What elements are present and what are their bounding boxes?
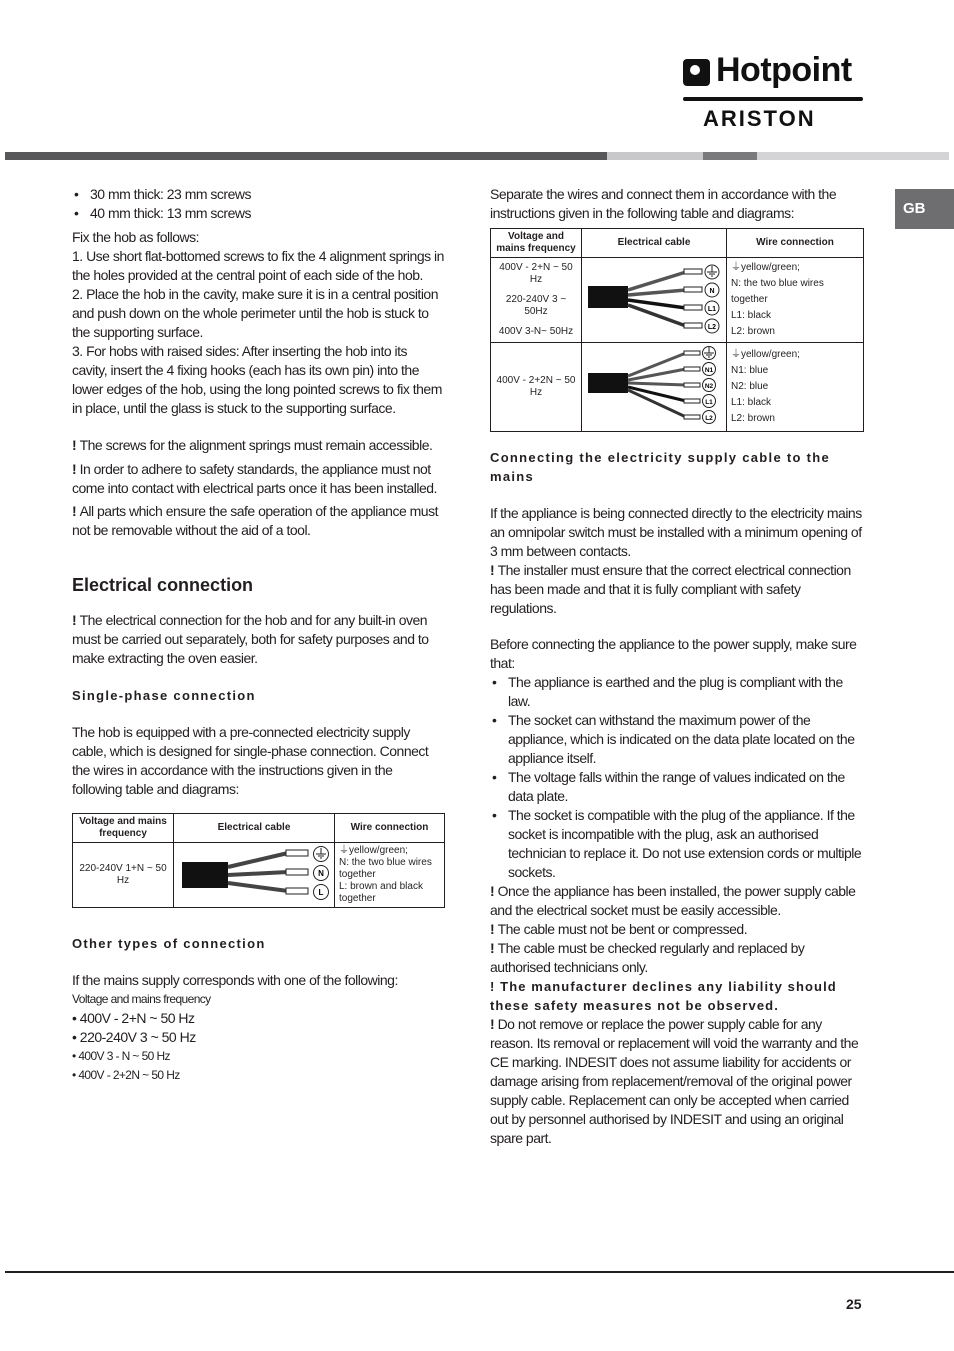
check-item: • The appliance is earthed and the plug is compliant with the law.: [490, 673, 864, 711]
warning-1: ! The screws for the alignment springs must remain accessible.: [72, 437, 433, 453]
brand-sub: ARISTON: [703, 106, 816, 131]
bullet-item: • 40 mm thick: 13 mm screws: [72, 204, 444, 223]
voltage-cell: 400V - 2+N ~ 50 Hz 220-240V 3 ~ 50Hz 400V 3-N~ 50Hz: [491, 258, 582, 343]
single-phase-table: [72, 813, 445, 908]
wire-cell: [335, 843, 445, 908]
warning-bent: ! The cable must not be bent or compressed.: [490, 921, 748, 937]
subtitle-mains: Connecting the electricity supply cable to the mains: [490, 450, 831, 484]
table-header-cable: Electrical cable: [174, 814, 335, 843]
section-title-electrical: Electrical connection: [72, 575, 254, 595]
warning-3: ! All parts which ensure the safe operation of the appliance must not be removable without the aid of a tool.: [72, 503, 438, 538]
svg-text:L2: L2: [707, 324, 717, 331]
cable-diagram: [582, 258, 727, 343]
other-item: • 220-240V 3 ~ 50 Hz: [72, 1029, 196, 1045]
bullet-item: • 30 mm thick: 23 mm screws: [72, 185, 444, 204]
wire-cell: ⏚yellow/green; N1: blue N2: blue L1: black L2: brown: [727, 343, 864, 432]
cable-diagram: [582, 343, 727, 432]
step-3: 3. For hobs with raised sides: After inserting the hob into its cavity, insert the 4 fixing hooks (each has its own pin) into the lower edges of the hob, using the long pointed screws to fix them in place, until the glass is stuck to the supporting surface.: [72, 343, 442, 416]
svg-text:L1: L1: [707, 306, 717, 313]
page-number: 25: [846, 1296, 862, 1312]
right-intro: Separate the wires and connect them in accordance with the instructions given in the following table and diagrams:: [490, 186, 837, 221]
single-phase-text: The hob is equipped with a pre-connected electricity supply cable, which is designed for single-phase connection. Connect the wires in accordance with the instructions given in the following table and diagrams:: [72, 724, 429, 797]
right-column: [490, 185, 864, 1148]
warning-accessible: ! Once the appliance has been installed, the power supply cable and the electrical socket must be easily accessible.: [490, 883, 856, 918]
label-L: L: [318, 888, 324, 897]
other-item: • 400V - 2+N ~ 50 Hz: [72, 1010, 195, 1026]
cable-diagram: [174, 843, 335, 908]
other-item: • 400V 3 - N ~ 50 Hz: [72, 1049, 170, 1063]
header-bar-light: [607, 152, 703, 160]
step-2: 2. Place the hob in the cavity, make sure it is in a central position and push down on the whole perimeter until the hob is stuck to the supporting surface.: [72, 286, 439, 340]
table-header-wire: Wire connection: [727, 229, 864, 258]
other-item: • 400V - 2+2N ~ 50 Hz: [72, 1068, 180, 1082]
warning-2: ! In order to adhere to safety standards, the appliance must not come into contact with electrical parts once it has been installed.: [72, 461, 437, 496]
subtitle-other-types: Other types of connection: [72, 936, 266, 951]
header-bar-dark: [5, 152, 607, 160]
left-column: [72, 185, 444, 1085]
warning-liability: ! The manufacturer declines any liability should these safety measures not be observed.: [490, 979, 837, 1013]
language-tab: GB: [895, 189, 954, 229]
table-header-wire: Wire connection: [335, 814, 445, 843]
before-text: Before connecting the appliance to the power supply, make sure that:: [490, 636, 857, 671]
table-header-cable: Electrical cable: [582, 229, 727, 258]
header-bar-light-2: [757, 152, 949, 160]
brand-logo: [683, 51, 863, 135]
svg-text:N2: N2: [704, 383, 714, 390]
svg-text:N: N: [709, 288, 715, 295]
check-item: • The socket can withstand the maximum power of the appliance, which is indicated on the data plate located on the appliance itself.: [490, 711, 864, 768]
subtitle-single-phase: Single-phase connection: [72, 688, 256, 703]
voltage-cell: 220-240V 1+N ~ 50 Hz: [73, 843, 174, 908]
logo-divider: [683, 97, 863, 101]
wire-cell: ⏚yellow/green; N: the two blue wires together L1: black L2: brown: [727, 258, 864, 343]
three-phase-table: [490, 228, 864, 432]
fix-intro: Fix the hob as follows:: [72, 229, 200, 245]
svg-text:L2: L2: [705, 415, 713, 422]
other-intro: If the mains supply corresponds with one of the following:: [72, 972, 398, 988]
warning-cable: ! Do not remove or replace the power supply cable for any reason. Its removal or replacement will void the warranty and the CE marking. INDESIT does not assume liability for accidents or damage arising from replacement/removal of the original power supply cable. Replacement can only be accepted when carried out by personnel authorised by INDESIT and using an original spare part.: [490, 1016, 859, 1146]
electrical-warning: ! The electrical connection for the hob and for any built-in oven must be carried out separately, both for safety purposes and to make extracting the oven easier.: [72, 612, 429, 666]
brand-name: Hotpoint: [716, 51, 852, 89]
wire-l: L: brown and black together: [339, 881, 423, 904]
footer-line: [5, 1271, 954, 1273]
svg-text:N1: N1: [704, 367, 714, 374]
header-bar-mid: [703, 152, 757, 160]
check-item: • The socket is compatible with the plug of the appliance. If the socket is incompatible with the plug, ask an authorised technician to replace it. Do not use extension cords or multiple sockets.: [490, 806, 864, 882]
table-header-voltage: Voltage and mains frequency: [73, 814, 174, 843]
wire-n: N: the two blue wires together: [339, 857, 432, 880]
step-1: 1. Use short flat-bottomed screws to fix the 4 alignment springs in the holes provided at the central point of each side of the hob.: [72, 248, 444, 283]
label-N: N: [318, 869, 324, 878]
table-header-voltage: Voltage and mains frequency: [491, 229, 582, 258]
logo-mark-icon: [683, 59, 710, 86]
warning-checked: ! The cable must be checked regularly and replaced by authorised technicians only.: [490, 940, 805, 975]
svg-text:L1: L1: [705, 399, 713, 406]
mains-text: If the appliance is being connected directly to the electricity mains an omnipolar switch must be installed with a minimum opening of 3 mm between contacts.: [490, 505, 862, 559]
mains-warning: ! The installer must ensure that the correct electrical connection has been made and that it is fully compliant with safety regulations.: [490, 562, 851, 616]
other-sub: Voltage and mains frequency: [72, 992, 211, 1006]
check-item: • The voltage falls within the range of values indicated on the data plate.: [490, 768, 864, 806]
voltage-cell: 400V - 2+2N ~ 50 Hz: [491, 343, 582, 432]
wire-earth: ⏚yellow/green;: [339, 845, 408, 856]
